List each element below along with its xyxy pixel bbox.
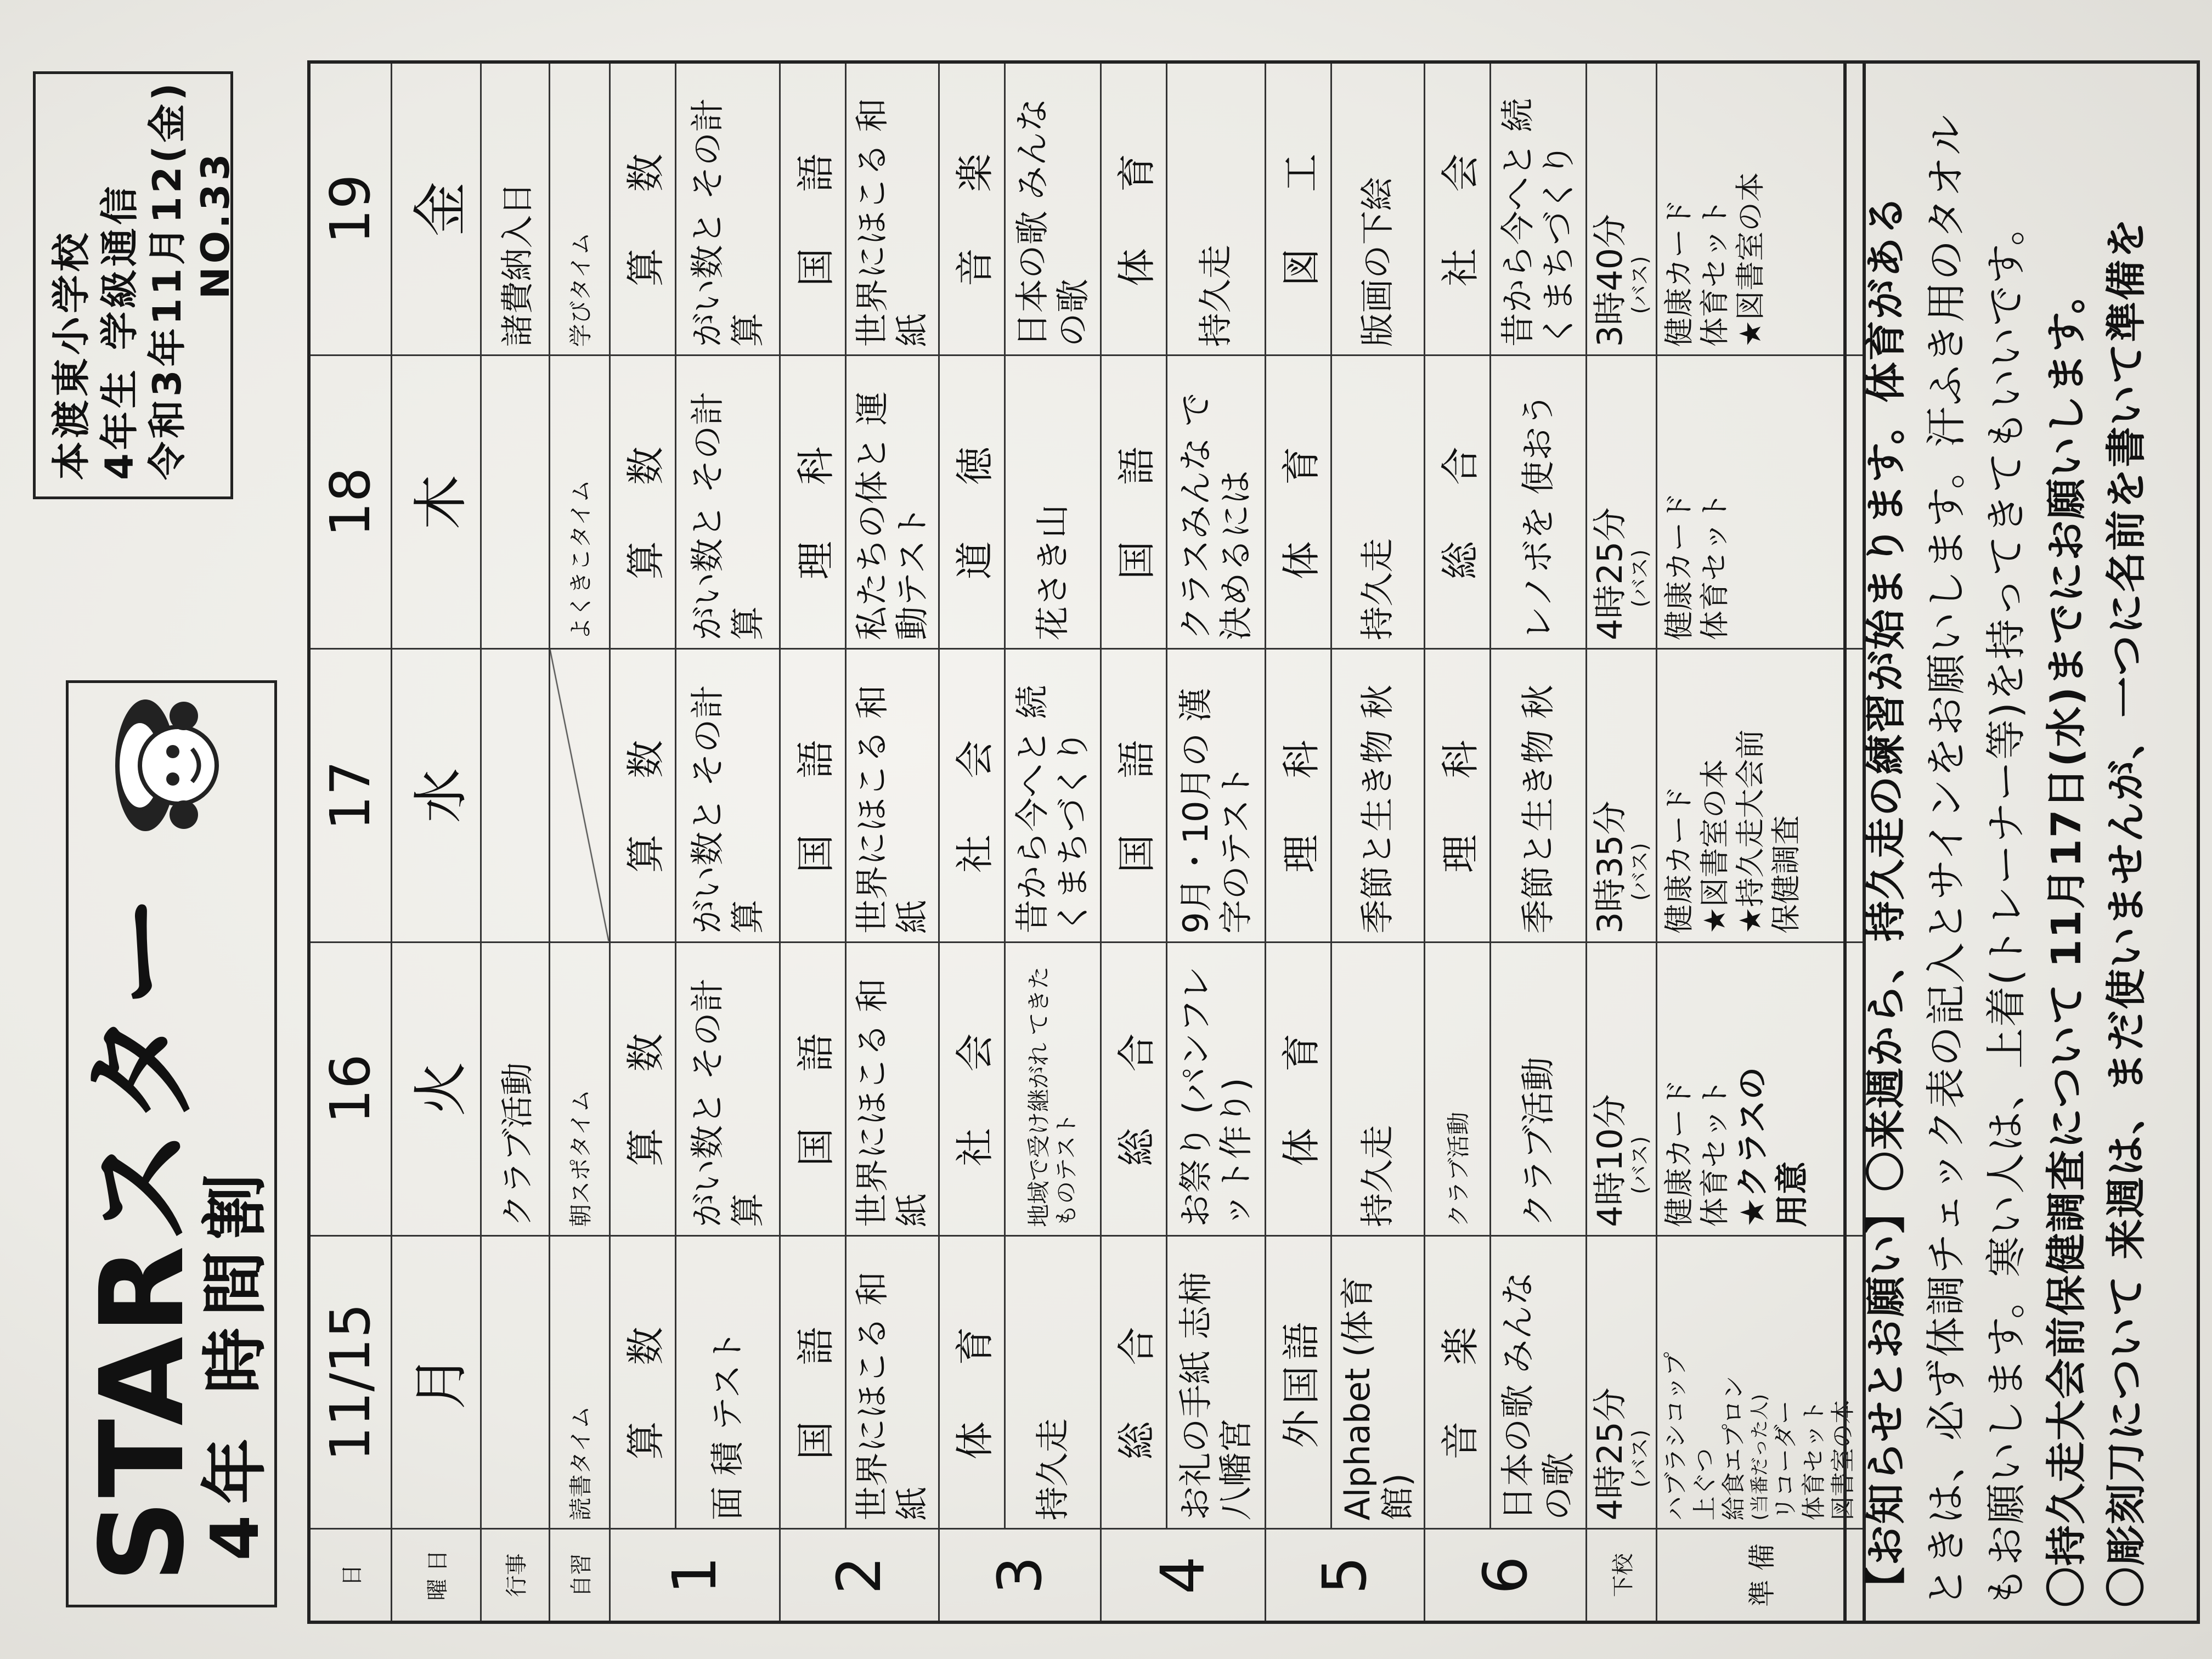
notice-line: 〇持久走大会前保健調査について 11月17日(水)までにお願いします。 (2042, 272, 2090, 1607)
school-name: 本渡東小学校 (49, 230, 94, 480)
subject-cell: 算 数 (610, 1235, 675, 1529)
subject-cell: 理 科 (780, 356, 845, 649)
topic-cell: がい数と その計算 (675, 356, 780, 649)
notice-line: 〇彫刻刀について 来週は、まだ使いませんが、一つに名前を書いて準備を (2103, 217, 2151, 1607)
subject-cell: 総 合 (1101, 942, 1166, 1235)
prep-mon: ハブラシコップ 上ぐつ 給食エプロン (当番だった人) リコーダー 体育セット 図書室の本 (1657, 1235, 1864, 1529)
subject-cell: 算 数 (610, 649, 675, 943)
morning-thu: よくきこタイム (549, 356, 610, 649)
subject-cell: 体 育 (939, 1235, 1005, 1529)
event-tue: クラブ活動 (481, 942, 549, 1235)
label-self-study: 自習 (549, 1529, 610, 1622)
topic-cell: レノボを 使おう (1490, 356, 1586, 649)
period-1-subject-row (610, 62, 675, 1622)
dismissal-tue: 4時10分 (バス) (1586, 942, 1657, 1235)
weekly-timetable (307, 60, 1866, 1624)
topic-cell: 世界にほこる 和紙 (845, 62, 939, 356)
topic-cell: お祭り (パンフレット作り) (1166, 942, 1265, 1235)
date-row (309, 62, 391, 1622)
subject-cell: 理 科 (1265, 649, 1331, 943)
weekday-mon: 月 (391, 1235, 481, 1529)
period-number: 5 (1265, 1529, 1424, 1622)
topic-cell: 日本の歌 みんなの歌 (1005, 62, 1101, 356)
topic-cell: 昔から今へと 続くまちづくり (1005, 649, 1101, 943)
subject-cell: 外国語 (1265, 1235, 1331, 1529)
dismissal-fri: 3時40分 (バス) (1586, 62, 1657, 356)
topic-cell: 日本の歌 みんなの歌 (1490, 1235, 1586, 1529)
prep-fri: 健康カード 体育セット ★図書室の本 (1657, 62, 1864, 356)
school-info-box (33, 71, 238, 499)
topic-cell: 持久走 (1005, 1235, 1101, 1529)
date-tue: 16 (309, 942, 391, 1235)
prep-wed: 健康カード ★図書室の本 ★持久走大会前 保健調査 (1657, 649, 1864, 943)
prep-tue: 健康カード 体育セット ★クラスの 用意 (1657, 942, 1864, 1235)
label-event: 行事 (481, 1529, 549, 1622)
morning-row (549, 62, 610, 1622)
topic-cell: 持久走 (1331, 356, 1424, 649)
subject-cell: 算 数 (610, 62, 675, 356)
prep-row (1657, 62, 1864, 1622)
topic-cell: 持久走 (1166, 62, 1265, 356)
subject-cell: 総 合 (1101, 1235, 1166, 1529)
period-2-subject-row (780, 62, 845, 1622)
period-2-topic-row (845, 62, 939, 1622)
topic-cell: お礼の手紙 志柿八幡宮 (1166, 1235, 1265, 1529)
topic-cell: 昔から今へと 続くまちづくり (1490, 62, 1586, 356)
subject-cell: 体 育 (1101, 62, 1166, 356)
label-weekday: 曜 日 (391, 1529, 481, 1622)
label-dismissal: 下校 (1586, 1529, 1657, 1622)
subject-cell: 体 育 (1265, 356, 1331, 649)
subject-cell: 算 数 (610, 356, 675, 649)
topic-cell: 季節と生き物 秋 (1490, 649, 1586, 943)
period-6-subject-row (1424, 62, 1490, 1622)
topic-cell: 世界にほこる 和紙 (845, 942, 939, 1235)
topic-cell: 版画の下絵 (1331, 62, 1424, 356)
weekday-wed: 水 (391, 649, 481, 943)
topic-cell: クラスみんな で決めるには (1166, 356, 1265, 649)
subject-cell: 体 育 (1265, 942, 1331, 1235)
morning-wed (549, 649, 610, 943)
date-fri: 19 (309, 62, 391, 356)
issue-date: 令和3年11月12(金) (145, 80, 190, 480)
period-number: 4 (1101, 1529, 1265, 1622)
period-5-topic-row (1331, 62, 1424, 1622)
label-date: 日 (309, 1529, 391, 1622)
subject-cell: 総 合 (1424, 356, 1490, 649)
notice-line: ときは、必ず体調チェック表の記入とサインをお願いします。汗ふき用のタオル (1922, 114, 1970, 1607)
topic-cell: 9月・10月の 漢字のテスト (1166, 649, 1265, 943)
period-5-subject-row (1265, 62, 1331, 1622)
topic-cell: Alphabet (体育館) (1331, 1235, 1424, 1529)
topic-cell: 持久走 (1331, 942, 1424, 1235)
banner-title: STARスター (75, 891, 210, 1583)
subject-cell: 国 語 (1101, 356, 1166, 649)
prep-thu: 健康カード 体育セット (1657, 356, 1864, 649)
newsletter-banner (66, 680, 277, 1607)
dismissal-mon: 4時25分 (バス) (1586, 1235, 1657, 1529)
weekday-tue: 火 (391, 942, 481, 1235)
topic-cell: 地域で受け継がれ てきたものテスト (1005, 942, 1101, 1235)
morning-fri: 学びタイム (549, 62, 610, 356)
date-wed: 17 (309, 649, 391, 943)
topic-cell: 世界にほこる 和紙 (845, 649, 939, 943)
newsletter-name: 4年生 学級通信 (97, 183, 142, 480)
morning-mon: 読書タイム (549, 1235, 610, 1529)
event-mon (481, 1235, 549, 1529)
topic-cell: 面 積 テスト (675, 1235, 780, 1529)
period-6-topic-row (1490, 62, 1586, 1622)
event-row (481, 62, 549, 1622)
weekday-row (391, 62, 481, 1622)
event-thu (481, 356, 549, 649)
subject-cell: 音 楽 (939, 62, 1005, 356)
weekday-fri: 金 (391, 62, 481, 356)
notice-line: もお願いします。寒い人は、上着(トレーナー等)を持ってきてもいいです。 (1983, 204, 2030, 1607)
subject-cell: クラブ活動 (1424, 942, 1490, 1235)
subject-cell: 国 語 (780, 649, 845, 943)
period-number: 3 (939, 1529, 1101, 1622)
subject-cell: 社 会 (1424, 62, 1490, 356)
subject-cell: 音 楽 (1424, 1235, 1490, 1529)
issue-number: NO.33 (193, 150, 238, 299)
topic-cell: がい数と その計算 (675, 649, 780, 943)
banner-subtitle: 4年 時間割 (198, 1163, 274, 1561)
period-number: 2 (780, 1529, 939, 1622)
subject-cell: 社 会 (939, 649, 1005, 943)
period-1-topic-row (675, 62, 780, 1622)
subject-cell: 国 語 (780, 1235, 845, 1529)
notice-line: 【お知らせとお願い】〇来週から、持久走の練習が始まります。体育がある (1863, 194, 1910, 1607)
topic-cell: クラブ活動 (1490, 942, 1586, 1235)
topic-cell: 世界にほこる 和紙 (845, 1235, 939, 1529)
notice-box (1843, 60, 2200, 1624)
subject-cell: 道 徳 (939, 356, 1005, 649)
subject-cell: 国 語 (1101, 649, 1166, 943)
topic-cell: がい数と その計算 (675, 62, 780, 356)
subject-cell: 社 会 (939, 942, 1005, 1235)
dismissal-wed: 3時35分 (バス) (1586, 649, 1657, 943)
topic-cell: がい数と その計算 (675, 942, 780, 1235)
morning-tue: 朝スポタイム (549, 942, 610, 1235)
dismissal-row (1586, 62, 1657, 1622)
period-number: 6 (1424, 1529, 1586, 1622)
label-prep: 準 備 (1657, 1529, 1864, 1622)
subject-cell: 国 語 (780, 62, 845, 356)
period-4-subject-row (1101, 62, 1166, 1622)
topic-cell: 私たちの体と 運動テスト (845, 356, 939, 649)
dismissal-thu: 4時25分 (バス) (1586, 356, 1657, 649)
event-wed (481, 649, 549, 943)
subject-cell: 図 工 (1265, 62, 1331, 356)
weekday-thu: 木 (391, 356, 481, 649)
event-fri: 諸費納入日 (481, 62, 549, 356)
subject-cell: 算 数 (610, 942, 675, 1235)
subject-cell: 国 語 (780, 942, 845, 1235)
subject-cell: 理 科 (1424, 649, 1490, 943)
period-3-subject-row (939, 62, 1005, 1622)
topic-cell: 花さき山 (1005, 356, 1101, 649)
date-mon: 11/15 (309, 1235, 391, 1529)
mascot-face-icon (96, 694, 228, 837)
date-thu: 18 (309, 356, 391, 649)
period-4-topic-row (1166, 62, 1265, 1622)
topic-cell: 季節と生き物 秋 (1331, 649, 1424, 943)
period-number: 1 (610, 1529, 780, 1622)
period-3-topic-row (1005, 62, 1101, 1622)
